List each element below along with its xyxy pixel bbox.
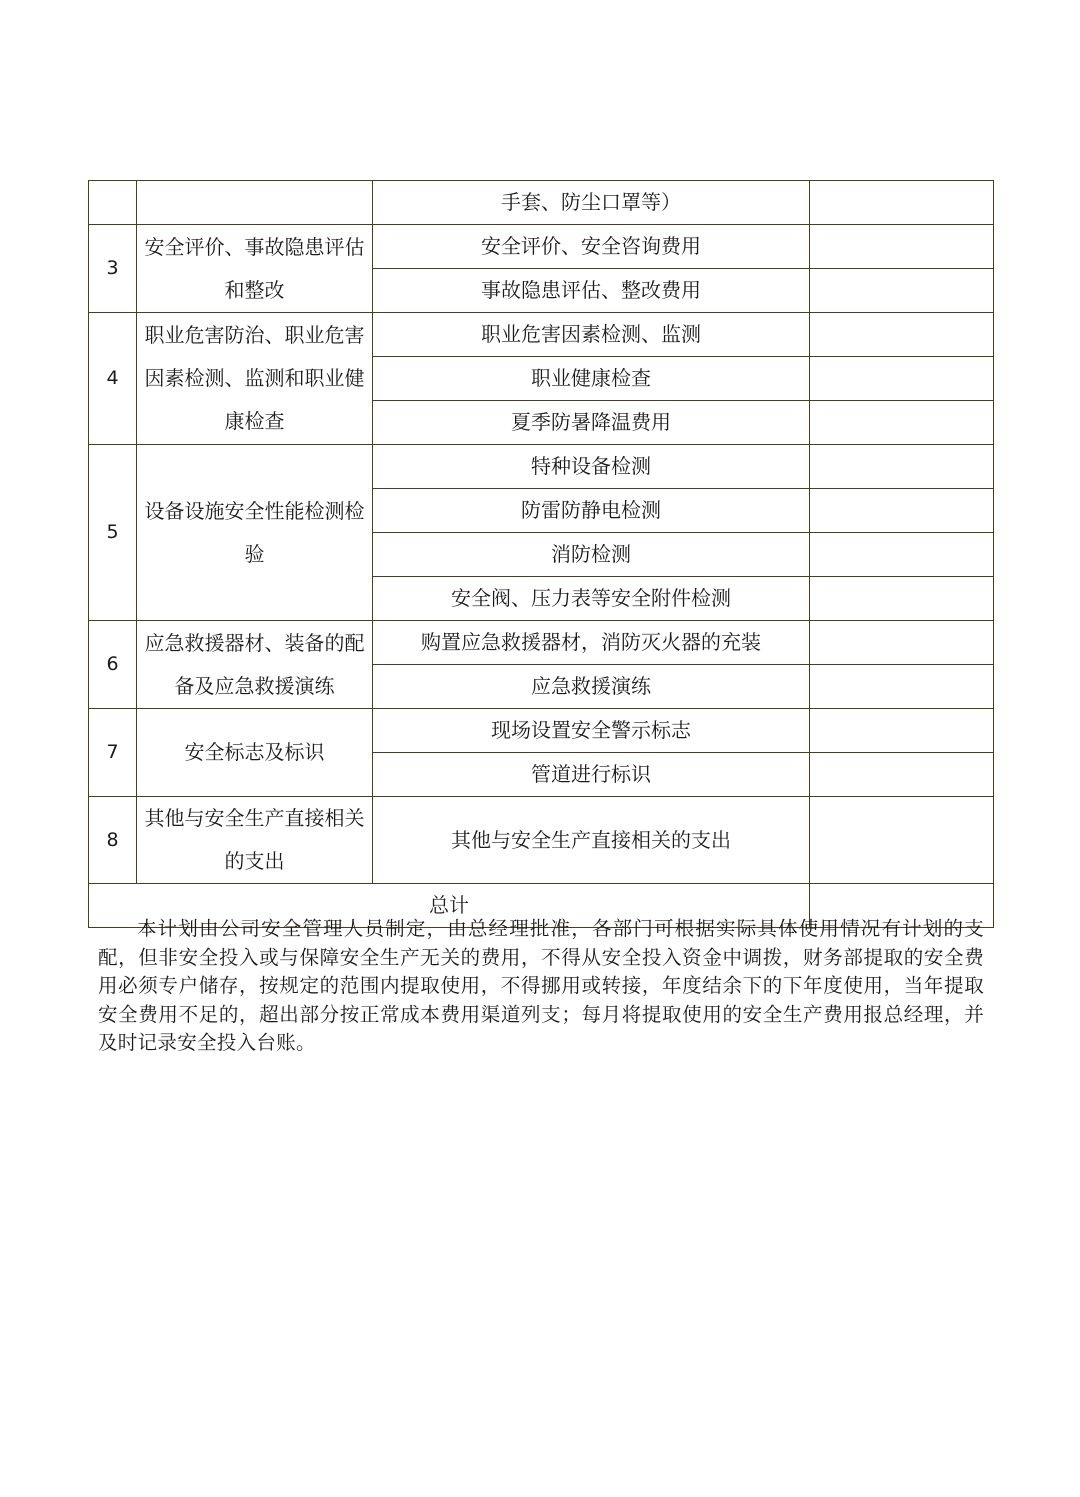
row-item: 手套、防尘口罩等） <box>373 181 810 225</box>
row-number: 3 <box>89 225 137 313</box>
amount-cell <box>810 181 994 225</box>
row-item: 安全评价、安全咨询费用 <box>373 225 810 269</box>
table-row <box>89 709 994 753</box>
table-row <box>89 797 994 884</box>
amount-cell <box>810 533 994 577</box>
row-number: 7 <box>89 709 137 797</box>
row-item: 安全阀、压力表等安全附件检测 <box>373 577 810 621</box>
row-number: 4 <box>89 313 137 445</box>
row-item: 职业健康检查 <box>373 357 810 401</box>
row-item: 管道进行标识 <box>373 753 810 797</box>
amount-cell <box>810 797 994 884</box>
row-category <box>137 445 373 621</box>
amount-cell <box>810 753 994 797</box>
row-category <box>137 181 373 225</box>
row-item: 应急救援演练 <box>373 665 810 709</box>
row-number <box>89 181 137 225</box>
table-row <box>89 225 994 269</box>
row-category-text: 设备设施安全性能检测检验 <box>144 498 365 566</box>
row-category <box>137 313 373 445</box>
table-row <box>89 621 994 665</box>
amount-cell <box>810 269 994 313</box>
table-row <box>89 181 994 225</box>
plan-note-paragraph: 本计划由公司安全管理人员制定，由总经理批准，各部门可根据实际具体使用情况有计划的支配，但非安全投入或与保障安全生产无关的费用，不得从安全投入资金中调拨，财务部提取的安全费用必须专户储存，按规定的范围内提取使用，不得挪用或转接，年度结余下的下年度使用，当年提取安全费用不足的，超出部分按正常成本费用渠道列支；每月将提取使用的安全生产费用报总经理，并及时记录安全投入台账。 <box>98 917 984 1054</box>
row-category <box>137 225 373 313</box>
amount-cell <box>810 665 994 709</box>
row-item: 防雷防静电检测 <box>373 489 810 533</box>
row-number: 6 <box>89 621 137 709</box>
amount-cell <box>810 489 994 533</box>
row-category-text: 其他与安全生产直接相关的支出 <box>144 806 365 873</box>
amount-cell <box>810 401 994 445</box>
row-item: 现场设置安全警示标志 <box>373 709 810 753</box>
row-category <box>137 709 373 797</box>
row-category-text: 安全评价、事故隐患评估和整改 <box>144 234 365 302</box>
amount-cell <box>810 709 994 753</box>
amount-cell <box>810 225 994 269</box>
amount-cell <box>810 313 994 357</box>
row-number: 5 <box>89 445 137 621</box>
amount-cell <box>810 577 994 621</box>
row-number: 8 <box>89 797 137 884</box>
row-category <box>137 621 373 709</box>
safety-budget-table <box>88 180 994 928</box>
row-category-text: 应急救援器材、装备的配备及应急救援演练 <box>144 630 365 698</box>
row-item: 其他与安全生产直接相关的支出 <box>373 797 810 884</box>
amount-cell <box>810 621 994 665</box>
row-item: 购置应急救援器材，消防灭火器的充装 <box>373 621 810 665</box>
row-item: 事故隐患评估、整改费用 <box>373 269 810 313</box>
row-item: 职业危害因素检测、监测 <box>373 313 810 357</box>
amount-cell <box>810 445 994 489</box>
table-row <box>89 313 994 357</box>
row-item: 特种设备检测 <box>373 445 810 489</box>
table-row <box>89 445 994 489</box>
row-category-text: 职业危害防治、职业危害因素检测、监测和职业健康检查 <box>144 323 365 433</box>
row-category <box>137 797 373 884</box>
row-item: 消防检测 <box>373 533 810 577</box>
row-category-text: 安全标志及标识 <box>184 740 325 764</box>
row-item: 夏季防暑降温费用 <box>373 401 810 445</box>
amount-cell <box>810 357 994 401</box>
total-label: 总计 <box>89 884 810 928</box>
